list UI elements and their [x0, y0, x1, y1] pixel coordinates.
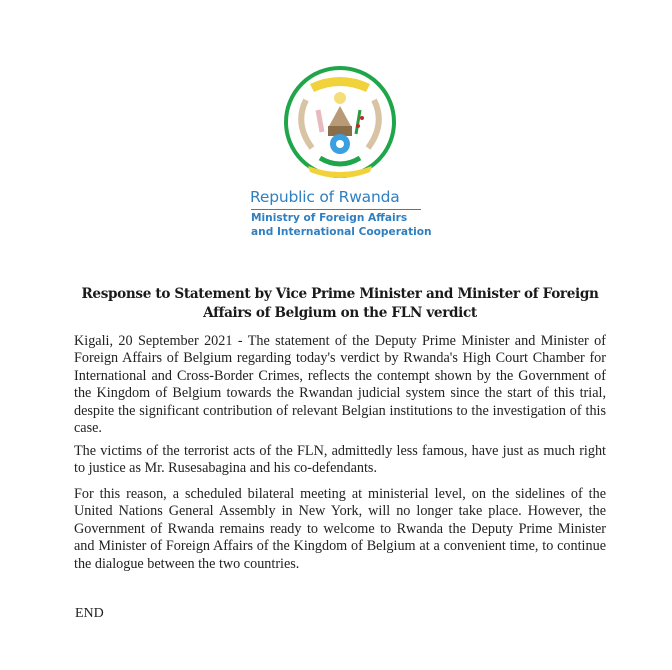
document-title: Response to Statement by Vice Prime Minister and Minister of Foreign Affairs of Belgium on the FLN verdict [81, 286, 599, 321]
org-name: Republic of Rwanda [250, 188, 400, 206]
ministry-name-line2: and International Cooperation [251, 226, 432, 238]
rwanda-emblem-icon [276, 62, 404, 184]
body-paragraph: For this reason, a scheduled bilateral meeting at ministerial level, on the sidelines of the United Nations General Assembly in New York, will no longer take place. However, the Government of Rwanda remains ready to welcome to Rwanda the Deputy Prime Minister and Minister of Foreign Affairs of the Kingdom of Belgium at a convenient time, to continue the dialogue between the two countries. [74, 486, 606, 572]
ministry-name-line1: Ministry of Foreign Affairs [251, 212, 408, 224]
closing-mark: END [75, 606, 104, 621]
body-paragraph: Kigali, 20 September 2021 - The statement of the Deputy Prime Minister and Minister of Foreign Affairs of Belgium regarding today's verdict by Rwanda's High Court Chamber for International and Cross-Border Crimes, reflects the contempt shown by the Government of the Kingdom of Belgium towards the Rwandan judicial system since the start of this trial, despite the significant contribution of relevant Belgian institutions to the investigation of this case. [74, 333, 606, 437]
body-paragraph: The victims of the terrorist acts of the FLN, admittedly less famous, have just as much right to justice as Mr. Rusesabagina and his co-defendants. [74, 443, 606, 477]
header-divider [251, 209, 421, 210]
